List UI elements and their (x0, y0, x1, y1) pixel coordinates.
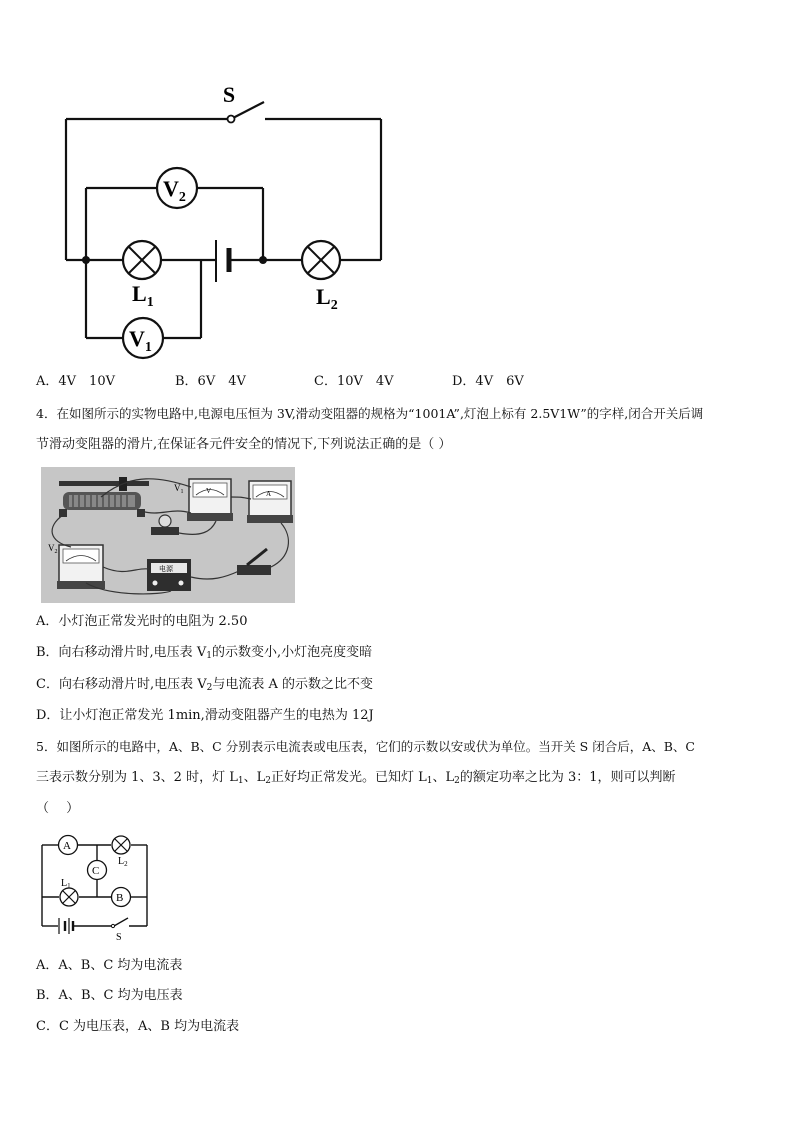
q4-option-c-sub: 2 (206, 683, 213, 693)
switch-blade (231, 102, 264, 119)
photo-v1-sub: 1 (180, 489, 184, 495)
switch-s-label: S (116, 932, 122, 942)
q5-option-a: A．A、B、C 均为电流表 (36, 958, 183, 973)
photo-power-label: 电源 (159, 565, 173, 573)
power-supply-device (147, 559, 191, 591)
l2-small-label: L (118, 856, 125, 867)
q4-stem-line1: 4．在如图所示的实物电路中,电源电压恒为 3V,滑动变阻器的规格为“1001A”,灯泡上标有 2.5V1W”的字样,闭合开关后调 (36, 406, 704, 421)
v2-sub: 2 (178, 190, 186, 205)
q5-answer-paren: （ ） (36, 801, 80, 816)
q4-option-c-text-1: C．向右移动滑片时,电压表 V (36, 677, 207, 692)
l2-sub: 2 (330, 298, 338, 313)
svg-text:L1 (61, 878, 71, 890)
circuit-diagram-1 (40, 80, 400, 370)
meter-a-device (247, 481, 293, 523)
q5-line2-text-1: 三表示数分别为 1、3、2 时，灯 L (36, 770, 238, 785)
meter-c-label: C (92, 865, 100, 877)
v1-label: V (129, 326, 145, 351)
q5-line2-text-3: 正好均正常发光。已知灯 L (270, 770, 427, 785)
q5-line2-text-4: 、L (432, 770, 455, 785)
switch-label: S (222, 82, 236, 107)
meter-v2-device (54, 545, 105, 589)
svg-text:L2 (118, 856, 128, 868)
svg-text:L1 (132, 281, 154, 310)
l1-sub: 1 (146, 295, 154, 310)
q5-line2-sub-1: 1 (237, 776, 244, 786)
q5-option-c: C．C 为电压表，A、B 均为电流表 (36, 1019, 240, 1034)
q4-stem-line2: 节滑动变阻器的滑片,在保证各元件安全的情况下,下列说法正确的是（ ） (36, 437, 452, 452)
q5-line2-sub-4: 2 (454, 776, 460, 786)
circuit-diagram-2 (36, 830, 156, 942)
l1-small-label: L (61, 878, 68, 889)
photo-a-label: A (266, 490, 272, 498)
lamp-l1-small (60, 888, 78, 906)
q5-stem-line1: 5．如图所示的电路中，A、B、C 分别表示电流表或电压表，它们的示数以安或伏为单位。当开关 S 闭合后，A、B、C (36, 739, 695, 754)
q5-line2-sub-3: 1 (426, 776, 433, 786)
q3-option-a: A．4V 10V (36, 374, 115, 389)
q4-option-c (36, 677, 373, 693)
q4-option-c-text-2: 与电流表 A 的示数之比不变 (212, 677, 373, 692)
v2-label: V (163, 176, 179, 201)
meter-a-label: A (63, 840, 71, 852)
q5-option-b: B．A、B、C 均为电压表 (36, 988, 183, 1003)
physical-circuit-photo (41, 467, 295, 603)
q3-option-d: D．4V 6V (452, 374, 524, 389)
q4-option-b-text-1: B．向右移动滑片时,电压表 V (36, 645, 207, 660)
q4-option-b (36, 645, 372, 661)
photo-v1-label: V (174, 483, 181, 493)
meter-v1-device (187, 479, 233, 521)
l1-small-sub: 1 (67, 882, 71, 890)
q3-option-b: B．6V 4V (175, 374, 246, 389)
meter-b-label: B (116, 892, 124, 904)
photo-v2-sub: 2 (54, 549, 58, 555)
q4-option-d: D．让小灯泡正常发光 1min,滑动变阻器产生的电热为 12J (36, 708, 374, 723)
lamp-l2-small (112, 836, 130, 854)
q4-option-b-text-2: 的示数变小,小灯泡亮度变暗 (211, 645, 373, 660)
q5-line2-sub-2: 2 (265, 776, 271, 786)
photo-v2-label: V (48, 543, 55, 553)
q4-option-a: A．小灯泡正常发光时的电阻为 2.50 (36, 614, 248, 629)
q5-line2-text-2: 、L (243, 770, 266, 785)
lamp-l2-symbol (302, 241, 340, 279)
q5-line2-text-5: 的额定功率之比为 3：1，则可以判断 (459, 770, 676, 785)
l2-label: L (316, 284, 331, 309)
l2-small-sub: 2 (124, 860, 128, 868)
q3-option-c: C．10V 4V (314, 374, 394, 389)
q5-stem-line2 (36, 770, 676, 786)
v1-sub: 1 (144, 340, 152, 355)
lamp-l1-symbol (123, 241, 161, 279)
l1-label: L (132, 281, 147, 306)
photo-v-face-label: V (206, 487, 212, 495)
svg-text:L2 (316, 284, 338, 313)
q4-option-b-sub: 1 (206, 651, 212, 661)
